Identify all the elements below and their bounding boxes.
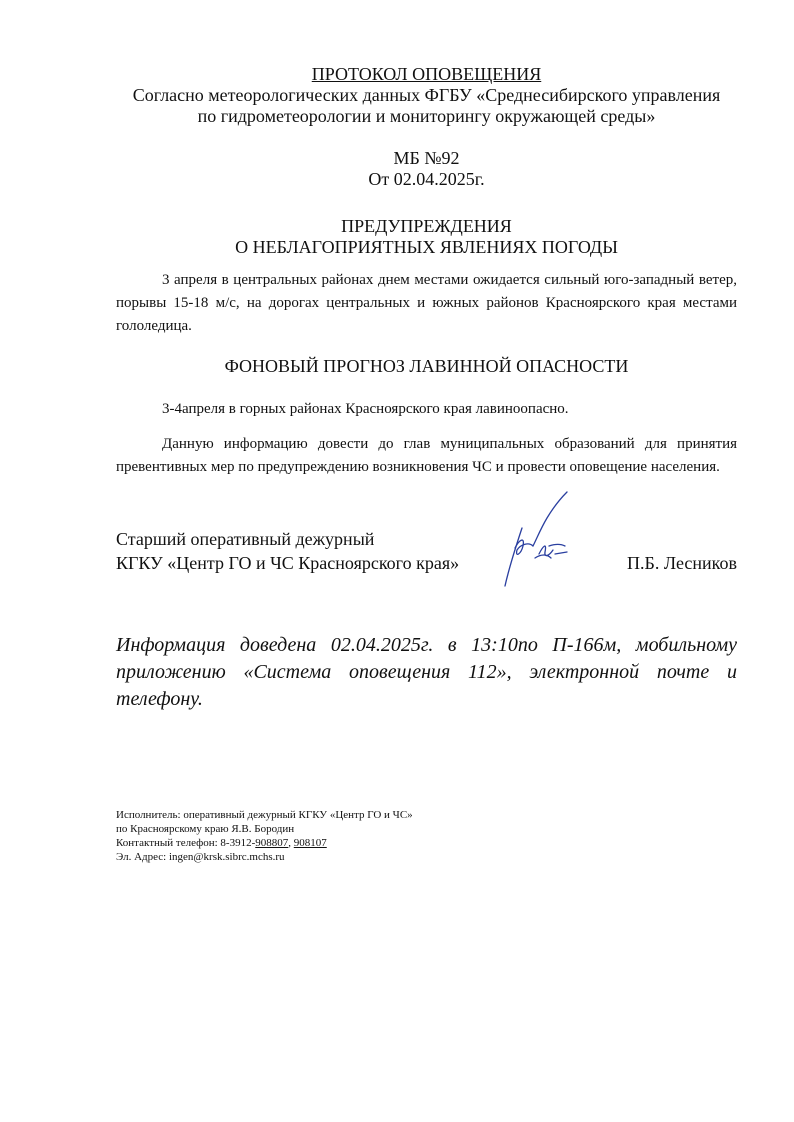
bulletin-date: От 02.04.2025г. xyxy=(368,169,485,189)
signer-name: П.Б. Лесников xyxy=(627,553,737,573)
avalanche-text: 3-4апреля в горных районах Красноярского края лавиноопасно. xyxy=(162,401,569,417)
contact-phone xyxy=(116,836,737,850)
phone-prefix: Контактный телефон: 8-3912- xyxy=(116,837,256,849)
phone-link-2[interactable]: 908107 xyxy=(293,837,327,849)
executor-line-2: по Красноярскому краю Я.В. Бородин xyxy=(116,823,295,835)
phone-link-1[interactable]: 908807 xyxy=(255,837,289,849)
avalanche-heading: ФОНОВЫЙ ПРОГНОЗ ЛАВИННОЙ ОПАСНОСТИ xyxy=(224,356,629,376)
warnings-heading xyxy=(116,216,737,258)
header-block xyxy=(116,64,737,190)
warnings-heading-1: ПРЕДУПРЕЖДЕНИЯ xyxy=(341,216,512,236)
signer-position-1: Старший оперативный дежурный xyxy=(116,529,375,549)
executor-info xyxy=(116,808,737,864)
phone-separator: , xyxy=(288,837,294,849)
instruction-text: Данную информацию довести до глав муниципальных образований для принятия превентивных мер по предупреждению возникновения ЧС и провести оповещение населения. xyxy=(116,436,737,475)
header-line-2: по гидрометеорологии и мониторингу окружающей среды» xyxy=(197,106,656,126)
handwritten-signature xyxy=(495,488,585,588)
signer-position-2: КГКУ «Центр ГО и ЧС Красноярского края» xyxy=(116,553,460,573)
signature-block xyxy=(116,527,737,575)
document-title: ПРОТОКОЛ ОПОВЕЩЕНИЯ xyxy=(311,64,542,84)
warnings-text: 3 апреля в центральных районах днем местами ожидается сильный юго-западный ветер, порывы 15-18 м/с, на дорогах центральных и южных районов Красноярского края местами гололедица. xyxy=(116,272,737,334)
header-line-1: Согласно метеорологических данных ФГБУ «Среднесибирского управления xyxy=(132,85,721,105)
bulletin-number: МБ №92 xyxy=(393,148,460,168)
notification-notice: Информация доведена 02.04.2025г. в 13:10по П-166м, мобильному приложению «Система оповещения 112», электронной почте и телефону. xyxy=(116,634,737,710)
executor-line-1: Исполнитель: оперативный дежурный КГКУ «Центр ГО и ЧС» xyxy=(116,809,413,821)
email-address: Эл. Адрес: ingen@krsk.sibrc.mchs.ru xyxy=(116,851,285,863)
warnings-heading-2: О НЕБЛАГОПРИЯТНЫХ ЯВЛЕНИЯХ ПОГОДЫ xyxy=(235,237,618,257)
